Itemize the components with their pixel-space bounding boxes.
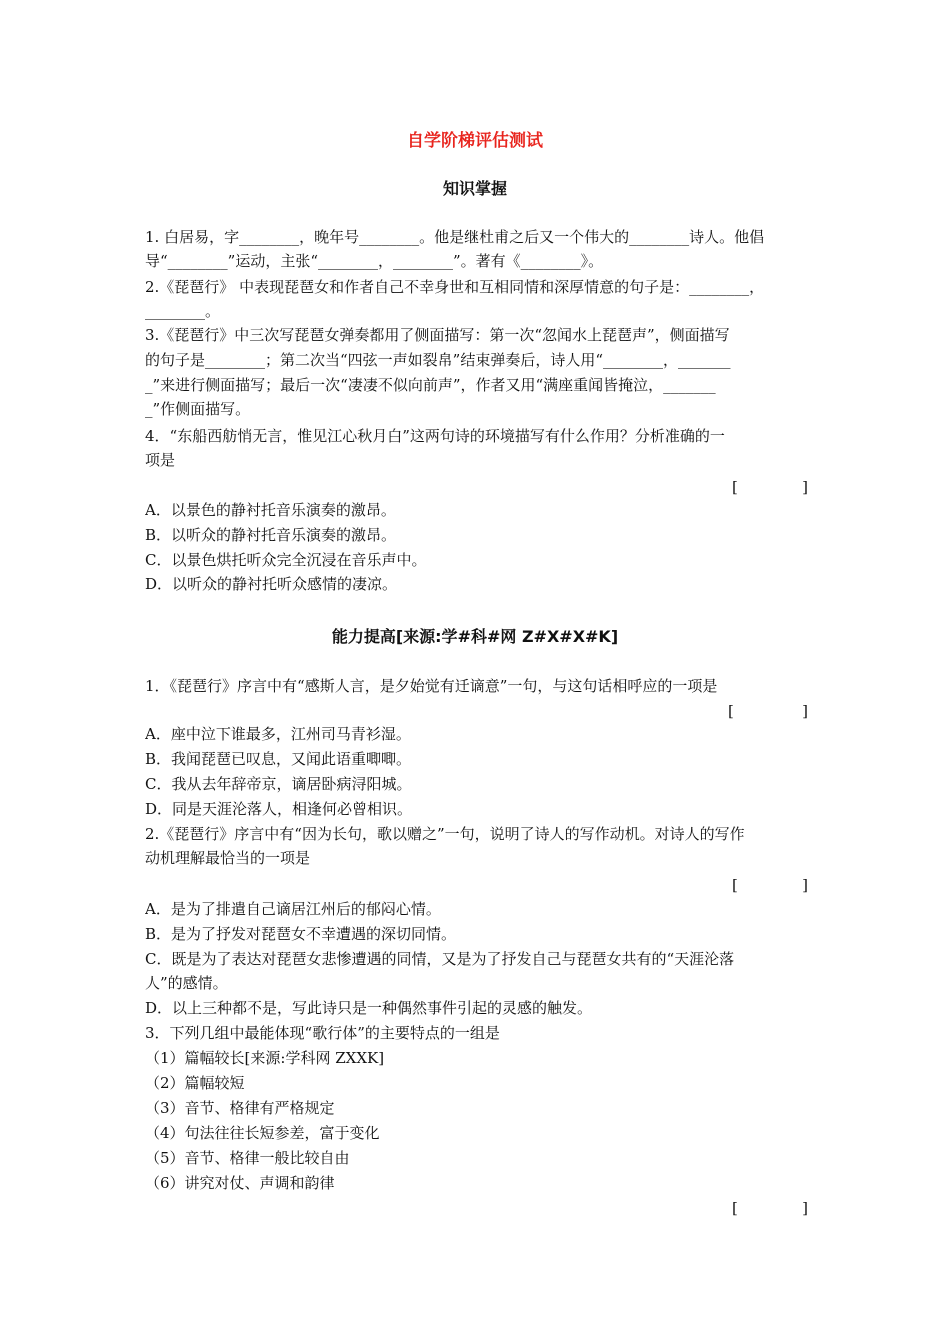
section-heading-knowledge: 知识掌握 xyxy=(442,179,507,198)
q2-fill-line-2: ________。 xyxy=(145,302,221,320)
s2-q3-item-5: （5）音节、格律一般比较自由 xyxy=(145,1149,350,1167)
q3-fill-line-4: _”作侧面描写。 xyxy=(145,400,251,418)
bracket-left: [ xyxy=(732,1199,738,1217)
q2-fill-line-1: 2.《琵琶行》 中表现琵琶女和作者自己不幸身世和互相同情和深厚情意的句子是：________， xyxy=(145,278,765,296)
s2-q2-stem-line-2: 动机理解最恰当的一项是 xyxy=(145,849,311,867)
s2-q2-option-d: D．以上三种都不是，写此诗只是一种偶然事件引起的灵感的触发。 xyxy=(145,999,593,1017)
bracket-right: ] xyxy=(802,702,808,720)
s2-q1-option-b: B．我闻琵琶已叹息，又闻此语重唧唧。 xyxy=(145,750,412,768)
bracket-left: [ xyxy=(732,478,738,496)
s2-q2-option-c-line-1: C．既是为了表达对琵琶女悲惨遭遇的同情，又是为了抒发自己与琵琶女共有的“天涯沦落 xyxy=(145,950,735,968)
s2-q1-option-a: A．座中泣下谁最多，江州司马青衫湿。 xyxy=(145,725,411,743)
s2-q2-option-c-line-2: 人”的感情。 xyxy=(145,974,228,992)
q3-fill-line-1: 3.《琵琶行》中三次写琵琶女弹奏都用了侧面描写：第一次“忽闻水上琵琶声”，侧面描写 xyxy=(145,326,730,344)
q3-fill-line-2: 的句子是________；第二次当“四弦一声如裂帛”结束弹奏后，诗人用“________，_______ xyxy=(145,351,731,369)
q4-stem-line-1: 4．“东船西舫悄无言，惟见江心秋月白”这两句诗的环境描写有什么作用？分析准确的一 xyxy=(145,427,725,445)
s2-q1-option-c: C．我从去年辞帝京，谪居卧病浔阳城。 xyxy=(145,775,412,793)
q4-option-a: A．以景色的静衬托音乐演奏的激昂。 xyxy=(145,501,396,519)
s2-q3-item-1: （1）篇幅较长[来源:学科网 ZXXK] xyxy=(145,1049,385,1067)
s2-q2-stem-line-1: 2.《琵琶行》序言中有“因为长句，歌以赠之”一句，说明了诗人的写作动机。对诗人的写作 xyxy=(145,825,745,843)
q4-option-b: B．以听众的静衬托音乐演奏的激昂。 xyxy=(145,526,397,544)
q3-fill-line-3: _”来进行侧面描写；最后一次“凄凄不似向前声”，作者又用“满座重闻皆掩泣，_______ xyxy=(145,376,716,394)
s2-q2-option-a: A．是为了排遣自己谪居江州后的郁闷心情。 xyxy=(145,900,441,918)
s2-q3-stem: 3．下列几组中最能体现“歌行体”的主要特点的一组是 xyxy=(145,1024,500,1042)
bracket-right: ] xyxy=(802,876,808,894)
s2-q3-item-6: （6）讲究对仗、声调和韵律 xyxy=(145,1174,335,1192)
q4-option-d: D．以听众的静衬托听众感情的凄凉。 xyxy=(145,575,398,593)
s2-q1-option-d: D．同是天涯沦落人，相逢何必曾相识。 xyxy=(145,800,413,818)
q4-stem-line-2: 项是 xyxy=(145,451,176,469)
q4-option-c: C．以景色烘托听众完全沉浸在音乐声中。 xyxy=(145,551,427,569)
q1-fill-line-2: 导“________”运动，主张“________，________”。著有《________》。 xyxy=(145,252,604,270)
bracket-right: ] xyxy=(802,478,808,496)
bracket-left: [ xyxy=(728,702,734,720)
bracket-right: ] xyxy=(802,1199,808,1217)
page-title: 自学阶梯评估测试 xyxy=(407,131,543,151)
answer-bracket xyxy=(732,1196,808,1220)
answer-bracket xyxy=(732,873,808,897)
bracket-left: [ xyxy=(732,876,738,894)
s2-q2-option-b: B．是为了抒发对琵琶女不幸遭遇的深切同情。 xyxy=(145,925,457,943)
s2-q1-stem: 1．《琵琶行》序言中有“感斯人言，是夕始觉有迁谪意”一句，与这句话相呼应的一项是 xyxy=(145,677,718,695)
q1-fill-line-1: 1. 白居易，字________，晚年号________。他是继杜甫之后又一个伟大的________诗人。他倡 xyxy=(145,228,765,246)
answer-bracket xyxy=(732,475,808,499)
s2-q3-item-3: （3）音节、格律有严格规定 xyxy=(145,1099,335,1117)
s2-q3-item-2: （2）篇幅较短 xyxy=(145,1074,245,1092)
section-heading-ability: 能力提高[来源:学#科#网 Z#X#X#K] xyxy=(331,627,619,646)
s2-q3-item-4: （4）句法往往长短参差，富于变化 xyxy=(145,1124,380,1142)
answer-bracket xyxy=(728,699,808,723)
